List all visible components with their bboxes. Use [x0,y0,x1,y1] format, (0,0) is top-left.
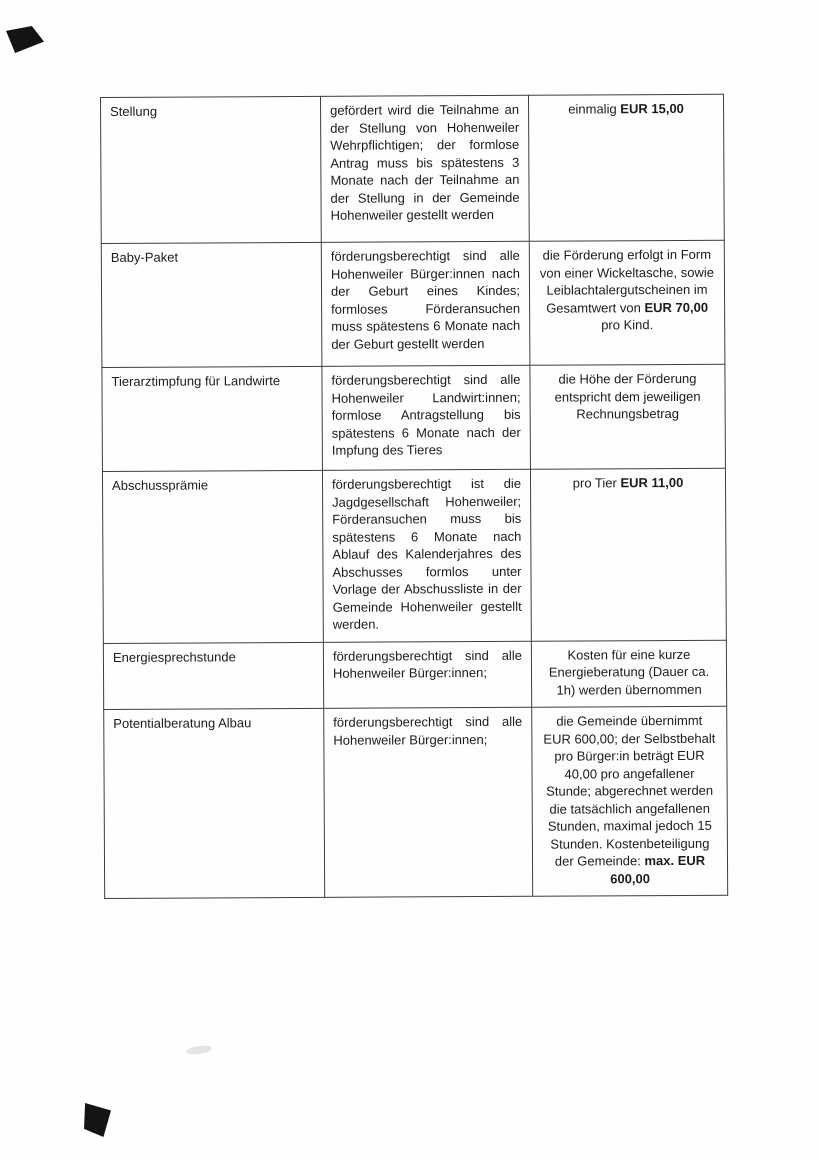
benefit-text-suffix: pro Kind. [601,317,654,333]
subsidy-name: Tierarztimpfung für Landwirte [102,366,323,471]
subsidy-eligibility: förderungsberechtigt ist die Jagdgesellschaft Hohenweiler; Förderansuchen muss bis spätestens 6 Monate nach Ablauf des Kalenderjahres des Abschusses formlos unter Vorlage der Abschussliste in der Gemeinde Hohenweiler gestellt werden. [322,469,531,642]
subsidy-eligibility: förderungsberechtigt sind alle Hohenweiler Bürger:innen; [323,641,531,709]
benefit-amount: EUR 15,00 [620,100,684,117]
scan-artifact-bottom-left [84,1103,111,1137]
benefit-text: die Höhe der Förderung entspricht dem jeweiligen Rechnungsbetrag [554,370,701,422]
benefit-amount: EUR 70,00 [644,299,709,315]
subsidy-benefit [530,468,726,641]
benefit-text: einmalig [568,101,621,117]
subsidy-name: Stellung [101,96,322,243]
table-row-stellung [101,94,725,243]
subsidy-eligibility: förderungsberechtigt sind alle Hohenweiler Landwirt:innen; formlose Antragstellung bis spätestens 6 Monate nach der Impfung des Tieres [322,365,531,470]
benefit-text: pro Tier [572,475,621,491]
table-row-abschusspraemie [102,468,726,643]
scan-artifact-top-left [6,26,44,53]
table-row-energiesprechstunde [103,640,726,710]
benefit-text: die Gemeinde übernimmt EUR 600,00; der Selbstbehalt pro Bürger:in beträgt EUR 40,00 pro angefallener Stunde; abgerechnet werden die tatsächlich angefallenen Stunden, maximal jedoch 15 Stunden. Kostenbeteiligung der Gemeinde: [543,712,716,869]
subsidy-name: Energiesprechstunde [103,642,323,710]
subsidy-eligibility: förderungsberechtigt sind alle Hohenweiler Bürger:innen; [324,707,533,897]
subsidy-benefit [531,640,726,708]
subsidy-benefit [528,94,724,241]
benefit-amount: EUR 11,00 [620,474,684,491]
benefit-amount: max. EUR 600,00 [610,852,706,886]
subsidy-benefit [530,364,726,469]
table-row-tierarztimpfung [102,364,726,471]
subsidy-name: Abschussprämie [102,470,323,643]
subsidy-eligibility: gefördert wird die Teilnahme an der Stellung von Hohenweiler Wehrpflichtigen; der formlose Antrag muss bis spätestens 3 Monate nach der Teilnahme an der Stellung in der Gemeinde Hohenweiler gestellt werden [320,95,529,242]
scan-smudge [186,1044,213,1056]
subsidy-table-wrapper [100,94,728,899]
subsidy-table [100,94,728,899]
subsidy-name: Baby-Paket [101,242,322,367]
table-row-potentialberatung [104,706,728,898]
subsidy-benefit [532,706,728,896]
benefit-text: Kosten für eine kurze Energieberatung (Dauer ca. 1h) werden übernommen [548,646,710,698]
subsidy-eligibility: förderungsberechtigt sind alle Hohenweiler Bürger:innen nach der Geburt eines Kindes; formloses Förderansuchen muss spätestens 6 Monate nach der Geburt gestellt werden [321,241,530,366]
benefit-text: die Förderung erfolgt in Form von einer Wickeltasche, sowie Leiblachtalergutscheinen im Gesamtwert von [539,246,715,316]
subsidy-benefit [529,240,725,365]
table-row-baby-paket [101,240,725,367]
subsidy-name: Potentialberatung Albau [104,708,325,898]
